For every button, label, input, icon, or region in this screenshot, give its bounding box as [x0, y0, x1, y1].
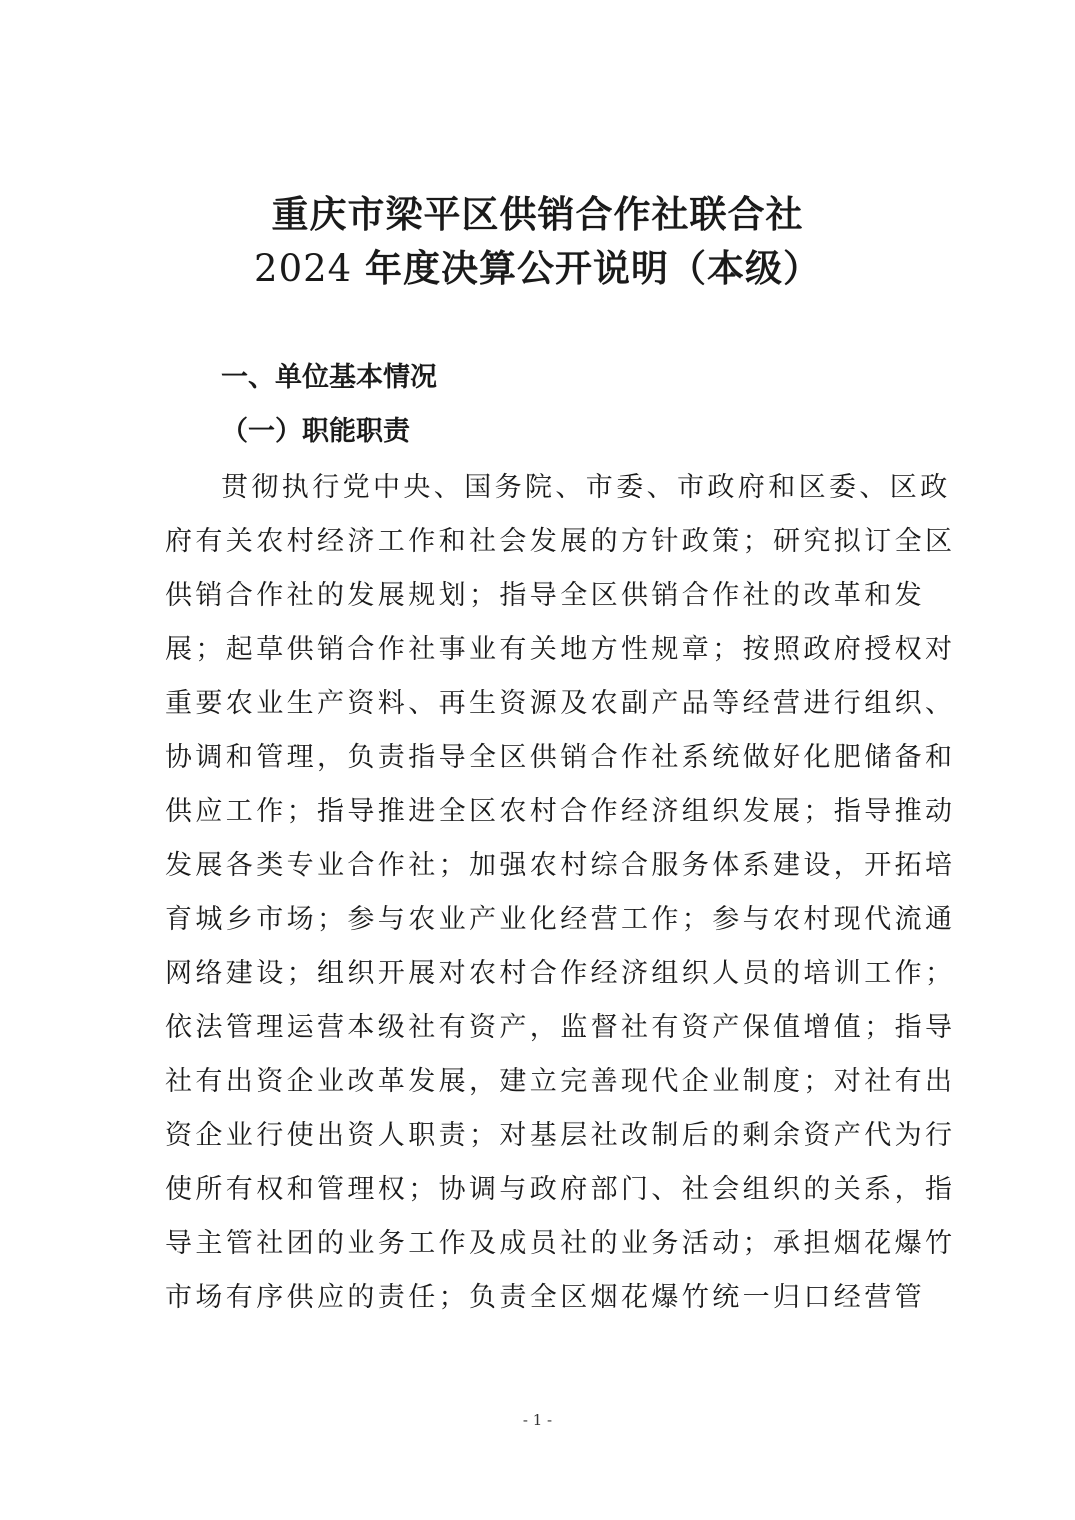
- body-line-7: 供应工作；指导推进全区农村合作经济组织发展；指导推动: [165, 796, 956, 827]
- document-title-line-2: [0, 246, 1075, 291]
- title-rest: 年度决算公开说明（本级）: [364, 246, 821, 290]
- body-line-10: 网络建设；组织开展对农村合作经济组织人员的培训工作；: [165, 958, 956, 989]
- body-line-14: 使所有权和管理权；协调与政府部门、社会组织的关系，指: [165, 1174, 956, 1205]
- body-line-13: 资企业行使出资人职责；对基层社改制后的剩余资产代为行: [165, 1120, 956, 1151]
- body-line-1: 贯彻执行党中央、国务院、市委、市政府和区委、区政: [221, 472, 951, 503]
- body-line-9: 育城乡市场；参与农业产业化经营工作；参与农村现代流通: [165, 904, 956, 935]
- body-line-5: 重要农业生产资料、再生资源及农副产品等经营进行组织、: [165, 688, 956, 719]
- body-line-3: 供销合作社的发展规划；指导全区供销合作社的改革和发: [165, 580, 925, 611]
- section-heading: 一、单位基本情况: [221, 362, 437, 393]
- body-line-15: 导主管社团的业务工作及成员社的业务活动；承担烟花爆竹: [165, 1228, 956, 1259]
- body-line-2: 府有关农村经济工作和社会发展的方针政策；研究拟订全区: [165, 526, 956, 557]
- document-title-line-1: 重庆市梁平区供销合作社联合社: [271, 192, 804, 236]
- body-line-8: 发展各类专业合作社；加强农村综合服务体系建设，开拓培: [165, 850, 956, 881]
- body-line-11: 依法管理运营本级社有资产，监督社有资产保值增值；指导: [165, 1012, 956, 1043]
- page-number: - 1 -: [522, 1411, 553, 1429]
- body-line-12: 社有出资企业改革发展，建立完善现代企业制度；对社有出: [165, 1066, 956, 1097]
- body-line-6: 协调和管理，负责指导全区供销合作社系统做好化肥储备和: [165, 742, 956, 773]
- body-line-16: 市场有序供应的责任；负责全区烟花爆竹统一归口经营管: [165, 1282, 925, 1313]
- subsection-heading: （一）职能职责: [221, 416, 410, 447]
- title-year: 2024: [254, 247, 353, 290]
- body-line-4: 展；起草供销合作社事业有关地方性规章；按照政府授权对: [165, 634, 956, 665]
